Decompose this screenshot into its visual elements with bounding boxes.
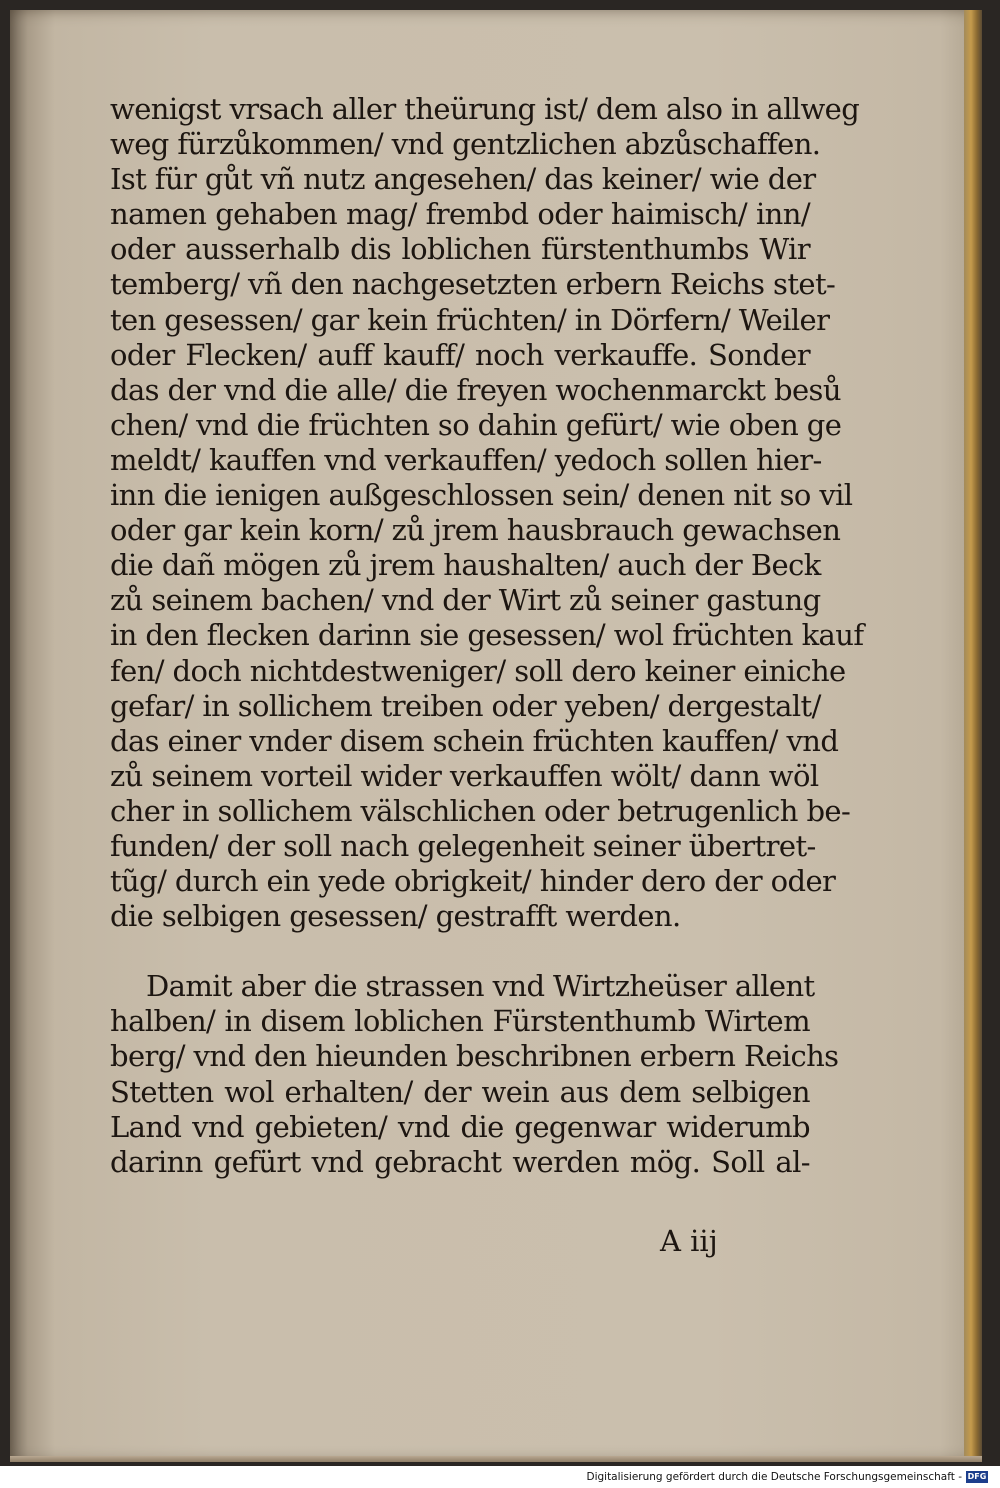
text-line: Stetten wol erhalten/ der wein aus dem selbigen: [110, 1074, 810, 1109]
text-line: namen gehaben mag/ frembd oder haimisch/ inn/: [110, 197, 810, 232]
text-line: ten gesessen/ gar kein früchten/ in Dörfern/ Weiler: [110, 302, 830, 337]
page-bottom-edge: [10, 1456, 982, 1462]
text-line: das einer vnder disem schein früchten kauffen/ vnd: [110, 723, 839, 758]
text-line: zů seinem bachen/ vnd der Wirt zů seiner gastung: [110, 583, 821, 618]
text-line: gefar/ in sollichem treiben oder yeben/ dergestalt/: [110, 688, 821, 723]
text-line: Ist für gůt vñ nutz angesehen/ das keiner/ wie der: [110, 162, 816, 197]
text-line: zů seinem vorteil wider verkauffen wölt/ dann wöl: [110, 758, 819, 793]
text-line: Land vnd gebieten/ vnd die gegenwar widerumb: [110, 1109, 810, 1144]
page-gilt-edge: [964, 10, 982, 1462]
text-line: meldt/ kauffen vnd verkauffen/ yedoch sollen hier-: [110, 442, 822, 477]
text-line: weg fürzůkommen/ vnd gentzlichen abzůschaffen.: [110, 127, 821, 162]
text-line: halben/ in disem loblichen Fürstenthumb Wirtem: [110, 1004, 810, 1039]
text-line: funden/ der soll nach gelegenheit seiner übertret-: [110, 828, 816, 863]
footer-credit: Digitalisierung gefördert durch die Deutsche Forschungsgemeinschaft -: [586, 1471, 962, 1483]
paragraph-gap: [110, 934, 810, 969]
text-line: chen/ vnd die früchten so dahin gefürt/ wie oben ge: [110, 407, 842, 442]
text-line: darinn gefürt vnd gebracht werden mög. Soll al-: [110, 1144, 810, 1179]
text-line: in den flecken darinn sie gesessen/ wol früchten kauf: [110, 618, 864, 653]
text-line: wenigst vrsach aller theürung ist/ dem also in allweg: [110, 92, 860, 126]
text-line: tũg/ durch ein yede obrigkeit/ hinder dero der oder: [110, 864, 836, 899]
text-line: die dañ mögen zů jrem haushalten/ auch der Beck: [110, 548, 821, 583]
text-line: fen/ doch nichtdestweniger/ soll dero keiner einiche: [110, 653, 846, 688]
paragraph-2: [110, 969, 839, 1180]
text-line: oder gar kein korn/ zů jrem hausbrauch gewachsen: [110, 513, 841, 548]
dfg-logo-icon: DFG: [967, 1472, 987, 1481]
text-line: berg/ vnd den hieunden beschribnen erbern Reichs: [110, 1039, 839, 1074]
text-line: oder Flecken/ auff kauff/ noch verkauffe. Sonder: [110, 337, 810, 372]
text-line: die selbigen gesessen/ gestrafft werden.: [110, 899, 681, 934]
signature-mark: A iij: [660, 1224, 718, 1258]
text-line: inn die ienigen außgeschlossen sein/ denen nit so vil: [110, 478, 853, 513]
text-line: das der vnd die alle/ die freyen wochenmarckt besů: [110, 372, 841, 407]
text-line: oder ausserhalb dis loblichen fürstenthumbs Wir: [110, 232, 810, 267]
footer-bar: [0, 1466, 1000, 1488]
text-line: temberg/ vñ den nachgesetzten erbern Reichs stet-: [110, 267, 836, 302]
body-text: [110, 92, 864, 1180]
text-line: cher in sollichem välschlichen oder betrugenlich be-: [110, 793, 851, 828]
paragraph-1: [110, 92, 864, 934]
text-line: Damit aber die strassen vnd Wirtzheüser allent: [146, 969, 815, 1004]
